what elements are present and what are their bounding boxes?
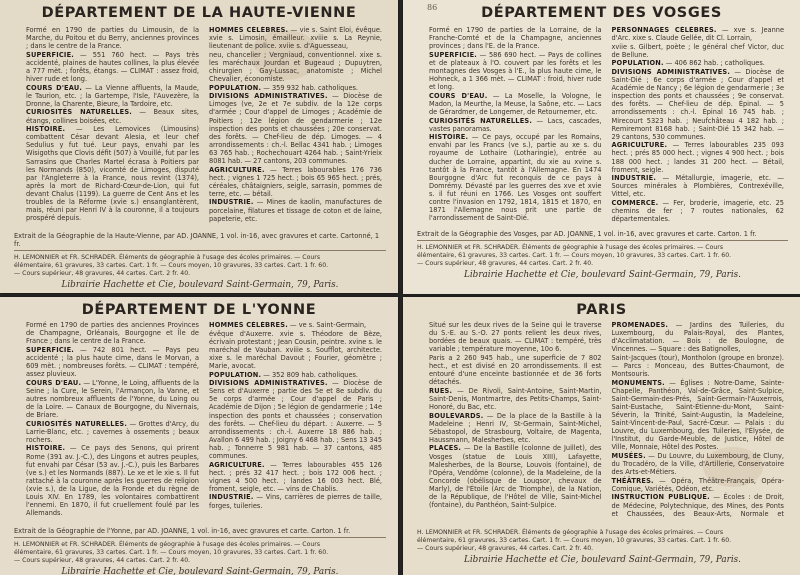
footer-line-1: H. LEMONNIER et FR. SCHRADER. Éléments de géographie à l'usage des écoles primaires. — Cours xyxy=(14,254,321,261)
paragraph-personnages: PERSONNAGES CÉLÈBRES. — xve s. Jeanne d'Arc. xixe s. Claude Gellée, dit Cl. Lorrain, xyxy=(611,26,784,43)
publisher: Librairie Hachette et Cie, boulevard Saint-Germain, 79, Paris. xyxy=(61,567,339,575)
paragraph-promenades-suite: Saint-Jacques (tour), Montholon (groupe en bronze). — Parcs : Monceau, des Buttes-Chaumont, de Montsouris. xyxy=(611,353,784,379)
paragraph-hommes-celebres: HOMMES CÉLÈBRES. — vie s. Saint Éloi, évêque. xvie s. Limosin, émailleur. xviiie s. La Reynie, lieutenant de police. xviie s. d'Aguesseau, xyxy=(209,26,382,51)
paragraph-superficie: SUPERFICIE. — 586 690 hect. — Pays de collines et de plateaux à l'O. couvert par les forêts et les montagnes des Vosges à l'E., la plus haute cime, le Hohneck, a 1 366 mèt. — CLIMAT : froid, hiver rude et long. xyxy=(429,50,602,92)
publisher: Librairie Hachette et Cie, boulevard Saint-Germain, 79, Paris. xyxy=(464,270,741,280)
paragraph-population: POPULATION. — 359 932 hab. catholiques. xyxy=(209,83,359,92)
paragraph-intro: Formé en 1790 de parties des anciennes Provinces de Champagne, Orléanais, Bourgogne et Île de France ; dans le centre de la France. xyxy=(26,321,199,346)
paragraph-personnages-suite: xviie s. Gilbert, poète ; le général chef Victor, duc de Bellune. xyxy=(611,42,784,59)
paragraph-population: POPULATION. — 406 862 hab. ; catholiques. xyxy=(611,59,765,68)
paragraph-histoire: HISTOIRE. — Ce pays des Senons, qui prirent Rome (391 av. J.-C.), des Lingons et autres peuples, fut envahi par César (53 av. J.-C.), puis les Barbares (ve s.) et les Normands (887). Le xe et le xie s. Il fut rattaché à la couronne après les guerres de religion (xvie s.), de la Ligue, de la Fronde et du règne de Louis XIV. En 1789, les volontaires combattirent l'ennemi. En 1870, il fut cruellement foulé par les Allemands. xyxy=(26,444,199,518)
footer-line-3: — Cours supérieur, 48 gravures, 44 cartes. Cart. 2 fr. 40. xyxy=(417,260,594,267)
card-footer xyxy=(14,232,386,289)
paragraph-commerce: COMMERCE. — Fer, broderie, imagerie, etc. 25 chemins de fer ; 7 routes nationales, 62 départementales. xyxy=(611,198,784,224)
paragraph-cours-deau: COURS D'EAU. — La Moselle, la Vologne, le Madon, la Meurthe, la Meuse, la Saône, etc. — Lacs de Gérardmer, de Longemer, de Retournemer, etc. xyxy=(429,91,602,116)
publisher: Librairie Hachette et Cie, boulevard Saint-Germain, 79, Paris. xyxy=(61,280,339,290)
paragraph-instruction: INSTRUCTION PUBLIQUE. — Écoles : de Droit, de Médecine, Polytechnique, des Mines, des Ponts et Chaussées, des Beaux-Arts, Normale et xyxy=(611,493,784,518)
card-body xyxy=(26,26,382,230)
paragraph-intro: Formé en 1790 de parties de la Lorraine, de la Franche-Comté et de la Champagne, anciennes provinces ; dans l'E. de la France. xyxy=(429,26,602,51)
publisher: Librairie Hachette et Cie, boulevard Saint-Germain, 79, Paris. xyxy=(464,555,741,565)
footer-line-3: — Cours supérieur, 48 gravures, 44 cartes. Cart. 2 fr. 40. xyxy=(14,270,191,277)
paragraph-curiosites: CURIOSITÉS NATURELLES. — Lacs, cascades, vastes panoramas. xyxy=(429,116,602,133)
card-footer xyxy=(417,529,788,564)
card-title: PARIS xyxy=(576,302,627,318)
paragraph-curiosites: CURIOSITÉS NATURELLES. — Beaux sites, étangs, collines boisées, etc. xyxy=(26,108,200,125)
extract-note: Extrait de la Géographie de la Haute-Vienne, par AD. JOANNE, 1 vol. in-16, avec gravures et carte. Cartonné, 1 fr. xyxy=(14,232,386,251)
paragraph-industrie: INDUSTRIE. — Mines de kaolin, manufactures de porcelaine, filatures et tissage de coton et de laine, papeterie, etc. xyxy=(209,198,382,223)
paragraph-boulevards: BOULEVARDS. — De la place de la Bastille à la Madeleine ; Henri IV, St-Germain, Saint-Michel, Sébastopol, de Strasbourg, Voltaire, de Magenta, Haussmann, Malesherbes, etc. xyxy=(429,411,602,444)
paragraph-divisions: DIVISIONS ADMINISTRATIVES. — Diocèse de Saint-Dié ; 6e corps d'armée ; Cour d'appel et Académie de Nancy ; 6e légion de gendarmerie ; 3e inspection des ponts et chaussées ; 9e conservat. des forêts. — Chef-lieu de dép. Épinal. — 5 arrondissements : ch.-l. Épinal 16 745 hab. ; Mirecourt 5323 hab. ; Neufchâteau 4 182 hab. ; Remiremont 8168 hab. ; Saint-Dié 15 342 hab. — 29 cantons, 530 communes. xyxy=(611,67,784,141)
card-title: DÉPARTEMENT DES VOSGES xyxy=(481,5,722,21)
paragraph-intro: Situé sur les deux rives de la Seine qui le traverse du S.-E. au S.-O. 27 ponts relient les deux rives, bordées de beaux quais. — CLIMAT : tempéré, très variable ; température moyenne, 10o 6. xyxy=(429,321,602,354)
paragraph-divisions: DIVISIONS ADMINISTRATIVES. — Diocèse de Limoges (ve, 2e et 7e subdiv. de la 12e corps d'armée ; Cour d'appel de Limoges ; Académie de Poitiers ; 12e légion de gendarmerie ; 12e inspection des ponts et chaussées ; 20e conservat. des forêts. — Chef-lieu de dép. Limoges. — 4 arrondissements : ch.-l. Bellac 4341 hab. ; Limoges 63 765 hab. ; Rochechouart 4264 hab. ; Saint-Yrieix 8081 hab. — 27 cantons, 203 communes. xyxy=(209,92,382,165)
footer-line-3: — Cours supérieur, 48 gravures, 44 cartes. Cart. 2 fr. 40. xyxy=(14,557,191,564)
paragraph-promenades: PROMENADES. — Jardins des Tuileries, du Luxembourg, du Palais-Royal, des Plantes, d'Acclimatation. — Bois : de Boulogne, de Vincennes. — Square : des Batignolles, xyxy=(611,321,784,354)
paragraph-places: PLACES. — De la Bastille (colonne de Juillet), des Vosges (statue de Louis XIII), Lafayette, Malesherbes, de la Bourse, Louvois (fontaine), de l'Opéra, Vendôme (colonne), de la Madeleine, de la Concorde (obélisque de Louqsor, chevaux de Marly), de l'Étoile (Arc de Triomphe), de la Nation, de la République, de l'Hôtel de Ville, Saint-Michel (fontaine), du Panthéon, Saint-Sulpice. xyxy=(429,444,602,510)
paragraph-musees: MUSÉES. — Du Louvre, du Luxembourg, de Cluny, du Trocadéro, de la Ville, d'Artillerie, Conservatoire des Arts-et-Métiers. xyxy=(611,452,784,477)
paragraph-industrie: INDUSTRIE. — Métallurgie, imagerie, etc. — Sources minérales à Plombières, Contrexéville, Vittel, etc. xyxy=(611,174,784,199)
paragraph-agriculture: AGRICULTURE. — Terres labourables 176 736 hect. ; vignes 1 725 hect. ; bois 65 965 hect. ; prés, céréales, châtaigniers, seigle, sarrasin, pommes de terre, etc. — bétail. xyxy=(209,165,382,198)
paragraph-hommes-suite: évêque d'Auxerre. xvie s. Théodore de Bèze, écrivain protestant ; Jean Cousin, peintre. xvine s. le maréchal de Vauban. xviiie s. Soufflot, architecte. xixe s. le maréchal Davout ; Fourier, géomètre ; Marie, avocat. xyxy=(209,329,382,370)
paragraph-agriculture: AGRICULTURE. — Terres labourables 455 126 hect. ; prés 32 417 hect. ; bois 172 006 hect. ; vignes 4 500 hect. ; landes 16 003 hect. Blé, froment, seigle, etc. — vins de Chablis. xyxy=(209,460,382,493)
footer-line-3: — Cours supérieur, 48 gravures, 44 cartes. Cart. 2 fr. 40. xyxy=(417,545,594,552)
paragraph-hommes-suite: neu, chancelier ; Vergniaud, conventionnel. xixe s. les maréchaux Jourdan et Bugeaud ; Dupuytren, chirurgien ; Gay-Lussac, anatomiste ; Michel Chevalier, économiste. xyxy=(209,50,382,84)
footer-line-2: élémentaire, 61 gravures, 33 cartes. Cart. 1 fr. — Cours moyen, 10 gravures, 33 cartes. Cart. 1 fr. 60. xyxy=(14,549,329,556)
paragraph-rues: RUES. — De Rivoli, Saint-Antoine, Saint-Martin, Saint-Denis, Montmartre, des Petits-Champs, Saint-Honoré, du Bac, etc. xyxy=(429,386,602,411)
page-number: 86 xyxy=(427,3,438,12)
paragraph-population: Paris a 2 260 945 hab., une superficie de 7 802 hect., et est divisé en 20 arrondissements. Il est entouré d'une enceinte bastionnée et de 36 forts détachés. xyxy=(429,353,602,387)
paragraph-monuments: MONUMENTS. — Églises : Notre-Dame, Sainte-Chapelle, Panthéon, Val-de-Grâce, Saint-Sulpice, Saint-Germain-des-Prés, Saint-Germain-l'Auxerrois, Saint-Eustache, Saint-Étienne-du-Mont, Saint-Séverin, la Trinité, Saint-Augustin, la Madeleine, Saint-Vincent-de-Paul, Sacré-Cœur. — Palais : du Louvre, du Luxembourg, des Tuileries, l'Élysée, de l'Institut, du Garde-Meuble, de Justice, Hôtel de Ville, Monnaie, Hôtel des Postes. xyxy=(611,378,784,452)
paragraph-hommes-celebres: HOMMES CÉLÈBRES. — ve s. Saint-Germain, xyxy=(209,321,367,329)
paragraph-cours-deau: COURS D'EAU. — La Vienne affluents, la Maude, le Taurion, etc. ; la Gartempe, l'Isle, l'Auvezère, la Dronne, la Charente, Bieure, la Tardoire, etc. xyxy=(26,83,199,108)
paragraph-superficie: SUPERFICIE. — 551 760 hect. — Pays très accidenté, plaines de hautes collines, la plus élevée a 777 mèt. ; forêts, étangs. — CLIMAT : assez froid, hiver rude et long. xyxy=(26,50,199,84)
card-title: DÉPARTEMENT DE L'YONNE xyxy=(81,302,317,318)
footer-line-2: élémentaire, 61 gravures, 33 cartes. Cart. 1 fr. — Cours moyen, 10 gravures, 33 cartes. Cart. 1 fr. 60. xyxy=(14,262,329,269)
footer-line-1: H. LEMONNIER et FR. SCHRADER. Éléments de géographie à l'usage des écoles primaires. — Cours xyxy=(14,541,321,548)
paragraph-industrie: INDUSTRIE. — Vins, carrières de pierres de taille, forges, tuileries. xyxy=(209,493,382,510)
card-body xyxy=(429,26,784,230)
paragraph-agriculture: AGRICULTURE. — Terres labourables 235 093 hect. ; prés 85 000 hect. ; vignes 4 900 hect. ; bois 188 000 hect. ; landes 31 200 hect. — Bétail, froment, seigle. xyxy=(611,141,784,174)
footer-line-1: H. LEMONNIER et FR. SCHRADER. Éléments de géographie à l'usage des écoles primaires. — Cours xyxy=(417,244,724,251)
card-footer xyxy=(14,527,386,575)
card-vosges xyxy=(403,0,800,294)
footer-line-2: élémentaire, 61 gravures, 33 cartes. Cart. 1 fr. — Cours moyen, 10 gravures, 33 cartes. Cart. 1 fr. 60. xyxy=(417,252,732,259)
paragraph-histoire: HISTOIRE. — Ce pays, occupé par les Romains, envahi par les Francs (ve s.), partie au xe s. du royaume de Lothaire (Lotharingie), entrée au ducher de Lorraine, appartint, du xie au xvine s. tantôt à la France, tantôt à l'Allemagne. En 1474 Bourgogne d'Arc fut reconquis de ce pays à Domrémy. Dévasté par les guerres des xve et xvie s. il fut réuni en 1766. Les Vosges ont souffert contre l'invasion en 1792, 1814, 1815 et 1870, en 1871 l'Allemagne nous prit une partie de l'arrondissement de Saint-Dié. xyxy=(429,133,602,223)
card-body xyxy=(26,321,382,525)
paragraph-superficie: SUPERFICIE. — 742 801 hect. — Pays peu accidenté ; la plus haute cime, dans le Morvan, a 609 mèt. ; nombreuses forêts. — CLIMAT : tempéré, assez pluvieux. xyxy=(26,345,199,379)
paragraph-intro: Formé en 1790 de parties du Limousin, de la Marche, du Poitou et du Berry, anciennes provinces ; dans le centre de la France. xyxy=(26,26,199,51)
card-body xyxy=(429,321,784,525)
card-yonne xyxy=(0,297,398,575)
extract-note: Extrait de la Géographie des Vosges, par AD. JOANNE, 1 vol. in-16, avec gravures et carte. Carton. 1 fr. xyxy=(417,230,788,241)
paragraph-curiosites: CURIOSITÉS NATURELLES. — Grottes d'Arcy, du Larrie-Blanc, etc. ; cavernes à ossements ; beaux rochers. xyxy=(26,419,199,444)
footer-line-1: H. LEMONNIER et FR. SCHRADER. Éléments de géographie à l'usage des écoles primaires. — Cours xyxy=(417,529,724,536)
paragraph-histoire: HISTOIRE. — Les Lemovices (Limousins) combattent César devant Alesia, et leur chef Sedulius y fut tué. Leur pays, envahi par les Wisigoths que Clovis défit (507) à Vouillé, fut par les Sarrasins que Charles Martel écrasa à Poitiers par les Normands (850), vicomté de Limoges, disputé par l'Angleterre à la France, nous revint (1374), après la mort de Richard-Cœur-de-Lion, qui fut devant Chalus (1199). La guerre de Cent Ans et les troubles de la Réforme (xvie s.) ensanglantèrent, mais, réuni par Henri IV à la couronne, il a toujours prospéré depuis. xyxy=(26,125,199,223)
card-haute-vienne xyxy=(0,0,398,293)
paragraph-population: POPULATION. — 352 809 hab. catholiques. xyxy=(209,370,359,379)
paragraph-divisions: DIVISIONS ADMINISTRATIVES. — Diocèse de Sens et d'Auxerre ; partie des 5e et 8e subdiv. du 5e corps d'armée ; Cour d'appel de Paris ; Académie de Dijon ; 5e légion de gendarmerie ; 14e inspection des ponts et chaussées ; conservation des forêts. — Chef-lieu du départ. : Auxerre. — 5 arrondissements : ch.-l. Auxerre 18 886 hab. ; Avallon 6 499 hab. ; Joigny 6 468 hab. ; Sens 13 345 hab. ; Tonnerre 5 981 hab. — 37 cantons, 485 communes. xyxy=(209,379,382,460)
card-title: DÉPARTEMENT DE LA HAUTE-VIENNE xyxy=(41,5,357,21)
paragraph-theatres: THÉÂTRES. — Opéra, Théâtre-Français, Opéra-Comique, Variétés, Odéon, etc. xyxy=(611,476,784,493)
card-paris xyxy=(403,297,800,575)
extract-note: Extrait de la Géographie de l'Yonne, par AD. JOANNE, 1 vol. in-16, avec gravures et carte. Carton. 1 fr. xyxy=(14,527,386,538)
paragraph-cours-deau: COURS D'EAU. — L'Yonne, le Loing, affluents de la Seine ; la Cure, le Serein, l'Armançon, la Vanne, et autres nombreux affluents de l'Yonne, du Loing ou de la Loire. — Canaux de Bourgogne, du Nivernais, de Briare. xyxy=(26,378,200,420)
footer-line-2: élémentaire, 61 gravures, 33 cartes. Cart. 1 fr. — Cours moyen, 10 gravures, 33 cartes. Cart. 1 fr. 60. xyxy=(417,537,732,544)
card-footer xyxy=(417,230,788,279)
